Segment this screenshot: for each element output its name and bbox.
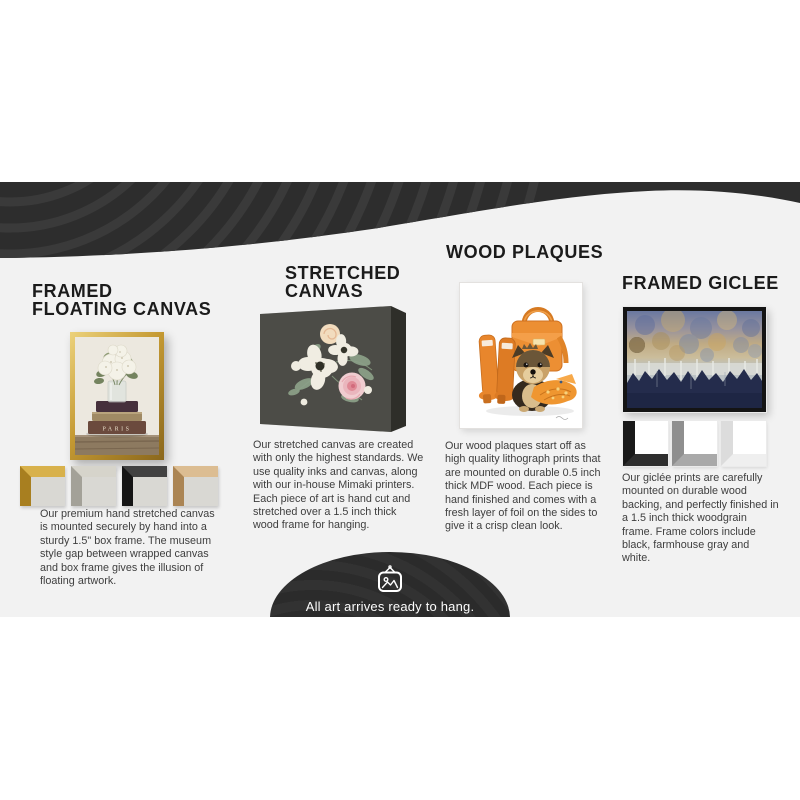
- frame-swatch-black: [623, 421, 668, 466]
- title-line: WOOD PLAQUES: [446, 242, 604, 262]
- banner: [0, 182, 800, 617]
- orange-still-life-artwork: [460, 283, 582, 428]
- floating-frame-finish-swatches: [20, 466, 218, 506]
- section-title-stretched-canvas: [285, 264, 400, 300]
- wave-band-decoration: [0, 182, 800, 262]
- book-label: PARIS: [102, 426, 132, 433]
- section-description-framed-giclee: Our giclée prints are carefully mounted on durable wood backing, and perfectly finished in a 1.5 inch thick woodgrain frame. Frame colors include black, farmhouse gray and white.: [622, 472, 779, 565]
- section-title-framed-giclee: [622, 274, 779, 292]
- title-line: STRETCHED: [285, 263, 401, 283]
- section-title-wood-plaques: [446, 243, 603, 261]
- section-description-wood-plaques: Our wood plaques start off as high quality lithograph prints that are mounted on durable 0.5 inch thick MDF wood. Each piece is hand finished and comes with a fresh layer of foil on the sides to give it a crisp clean look.: [445, 440, 601, 533]
- title-line: FRAMED: [32, 281, 113, 301]
- frame-swatch-champagne-silver: [71, 466, 116, 506]
- wood-plaque-art: [460, 283, 582, 428]
- giclee-frame-finish-swatches: [623, 421, 766, 466]
- title-line: FLOATING CANVAS: [32, 299, 212, 319]
- abstract-artwork: [627, 311, 762, 408]
- swirl-texture: [0, 182, 800, 262]
- section-description-stretched-canvas: Our stretched canvas are created with only the highest standards. We use quality inks and canvas, along with our in-house Mimaki printers. Each piece of art is hand cut and stretched over a 1.5 inch thick wood frame for hanging.: [253, 439, 424, 532]
- ready-to-hang-note: All art arrives ready to hang.: [305, 599, 475, 614]
- frame-swatch-gold: [20, 466, 65, 506]
- section-title-framed-floating-canvas: [32, 282, 211, 318]
- section-description-framed-floating-canvas: Our premium hand stretched canvas is mounted securely by hand into a sturdy 1.5" box frame. The museum style gap between wrapped canvas and box frame gives the illusion of floating artwork.: [40, 508, 215, 588]
- stretched-canvas-art: [260, 306, 408, 434]
- floral-books-artwork: [75, 337, 159, 455]
- frame-swatch-natural-wood: [173, 466, 218, 506]
- framed-giclee-art: [623, 307, 766, 412]
- floating-canvas-art: [70, 332, 164, 460]
- frame-swatch-black: [122, 466, 167, 506]
- frame-swatch-farmhouse-gray: [672, 421, 717, 466]
- framed-picture-icon: [373, 564, 407, 595]
- ready-to-hang-badge: [270, 552, 510, 617]
- title-line: CANVAS: [285, 281, 364, 301]
- title-line: FRAMED GICLEE: [622, 273, 779, 293]
- frame-swatch-white: [721, 421, 766, 466]
